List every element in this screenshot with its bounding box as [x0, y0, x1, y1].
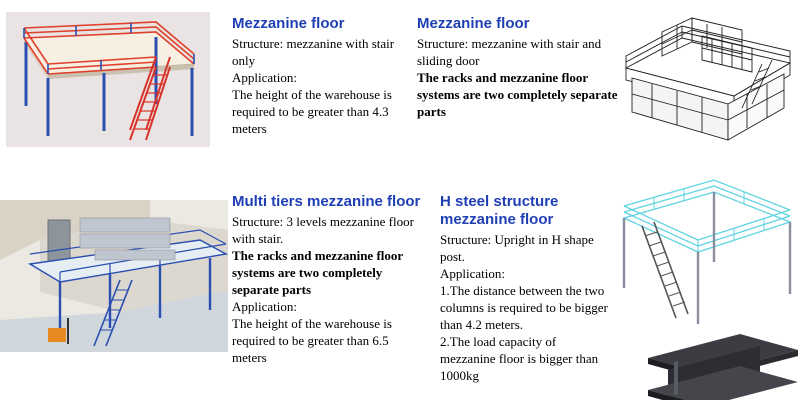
section-title: Multi tiers mezzanine floor — [232, 193, 421, 210]
structure-text: Structure: 3 levels mezzanine floor with stair. — [232, 214, 414, 246]
application-text: The height of the warehouse is required to be greater than 6.5 meters — [232, 316, 392, 365]
mezzanine-with-stair-image — [6, 12, 210, 147]
application-text-2: 2.The load capacity of mezzanine floor is bigger than 1000kg — [440, 334, 599, 383]
section-multi-tier-mezzanine — [232, 193, 422, 366]
note-text: The racks and mezzanine floor systems are two completely separate parts — [232, 248, 403, 297]
application-text: The height of the warehouse is required to be greater than 4.3 meters — [232, 87, 392, 136]
application-label: Application: — [232, 299, 297, 314]
h-beam-image — [648, 330, 798, 400]
section-title: Mezzanine floor — [417, 15, 530, 32]
rack-mezzanine-line-drawing — [622, 8, 796, 158]
section-title: H steel structure mezzanine floor — [440, 193, 559, 228]
h-steel-mezzanine-drawing — [614, 178, 796, 326]
section-title: Mezzanine floor — [232, 15, 345, 32]
multi-tier-mezzanine-image — [0, 200, 228, 352]
application-label: Application: — [232, 70, 297, 85]
section-h-steel-mezzanine — [440, 193, 612, 384]
application-text-1: 1.The distance between the two columns is required to be bigger than 4.2 meters. — [440, 283, 608, 332]
section-mezzanine-stair — [232, 15, 414, 137]
section-mezzanine-sliding-door — [417, 15, 622, 120]
structure-text: Structure: mezzanine with stair and sliding door — [417, 36, 602, 68]
note-text: The racks and mezzanine floor systems are two completely separate parts — [417, 70, 618, 119]
structure-text: Structure: mezzanine with stair only — [232, 36, 395, 68]
application-label: Application: — [440, 266, 505, 281]
structure-text: Structure: Upright in H shape post. — [440, 232, 594, 264]
